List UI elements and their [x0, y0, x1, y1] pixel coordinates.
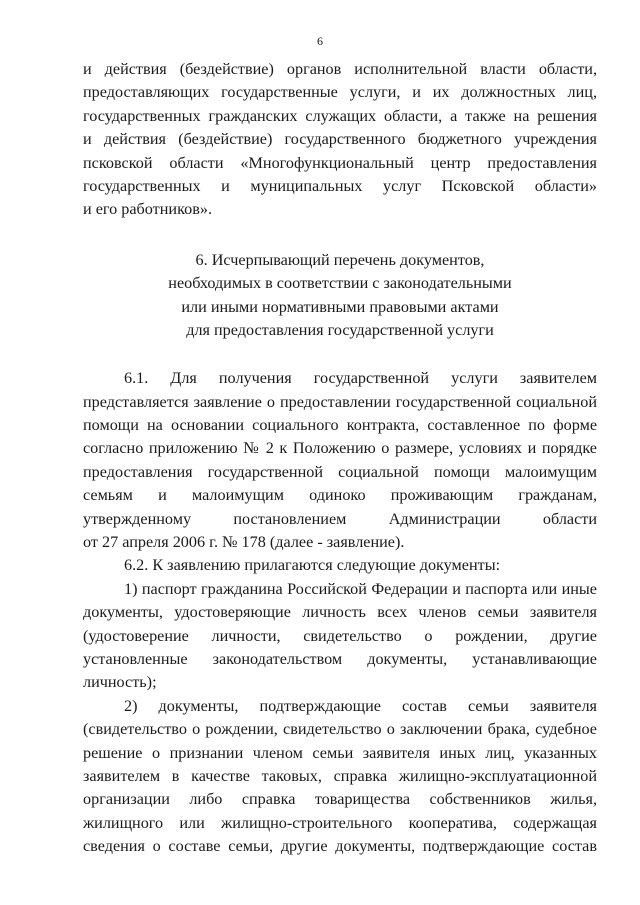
text-line: от 27 апреля 2006 г. № 178 (далее - заявление). [83, 533, 405, 552]
text-line: представляется заявление о предоставлении государственной социальной [83, 392, 597, 411]
text-line: документы, удостоверяющие личность всех членов семьи заявителя [83, 603, 597, 622]
text-line: организации либо справка товарищества собственников жилья, [83, 790, 597, 809]
text-line: утвержденному постановлением Администрации области [83, 509, 597, 528]
text-line: 1) паспорт гражданина Российской Федерации и паспорта или иные [124, 579, 597, 598]
paragraph-6-2 [83, 554, 597, 577]
text-line: предоставляющих государственные услуги, и их должностных лиц, [83, 83, 597, 102]
text-line: 6.2. К заявлению прилагаются следующие документы: [124, 556, 501, 575]
text-line: решение о признании членом семьи заявителя иных лиц, указанных [83, 743, 597, 762]
section-heading [83, 249, 597, 343]
text-line: и его работников». [83, 200, 212, 219]
text-line: 2) документы, подтверждающие состав семьи заявителя [124, 696, 597, 715]
text-line: и действия (бездействие) органов исполнительной власти области, [83, 60, 597, 78]
text-line: и действия (бездействие) государственного бюджетного учреждения [83, 130, 597, 149]
text-line: предоставления государственной социальной помощи малоимущим [83, 462, 597, 481]
text-line: псковской области «Многофункциональный центр предоставления [83, 153, 597, 172]
text-line: жилищного или жилищно-строительного кооператива, содержащая [83, 813, 597, 832]
text-line: личность); [83, 673, 157, 692]
text-line: согласно приложению № 2 к Положению о размере, условиях и порядке [83, 439, 597, 458]
text-line: 6.1. Для получения государственной услуги заявителем [124, 369, 597, 388]
heading-line: для предоставления государственной услуги [186, 320, 494, 339]
heading-line: необходимых в соответствии с законодательными [168, 274, 512, 293]
text-line: (удостоверение личности, свидетельство о рождении, другие [83, 626, 597, 645]
list-item-1 [83, 578, 597, 695]
document-body [83, 58, 597, 859]
text-line: помощи на основании социального контракта, составленное по форме [83, 416, 597, 435]
page-number: 6 [317, 34, 323, 48]
text-line: государственных гражданских служащих области, а также на решения [83, 106, 597, 125]
text-line: (свидетельство о рождении, свидетельство о заключении брака, судебное [83, 720, 597, 739]
text-line: сведения о составе семьи, другие документы, подтверждающие состав [83, 837, 597, 856]
text-line: семьям и малоимущим одиноко проживающим гражданам, [83, 486, 597, 505]
heading-line: или иными нормативными правовыми актами [181, 297, 499, 316]
text-line: установленные законодательством документы, устанавливающие [83, 649, 597, 668]
text-line: государственных и муниципальных услуг Псковской области» [83, 176, 597, 195]
paragraph-6-1 [83, 367, 597, 554]
list-item-2 [83, 695, 597, 859]
heading-line: 6. Исчерпывающий перечень документов, [195, 250, 485, 269]
text-line: заявителем в качестве таковых, справка жилищно-эксплуатационной [83, 766, 597, 785]
paragraph-intro [83, 58, 597, 222]
